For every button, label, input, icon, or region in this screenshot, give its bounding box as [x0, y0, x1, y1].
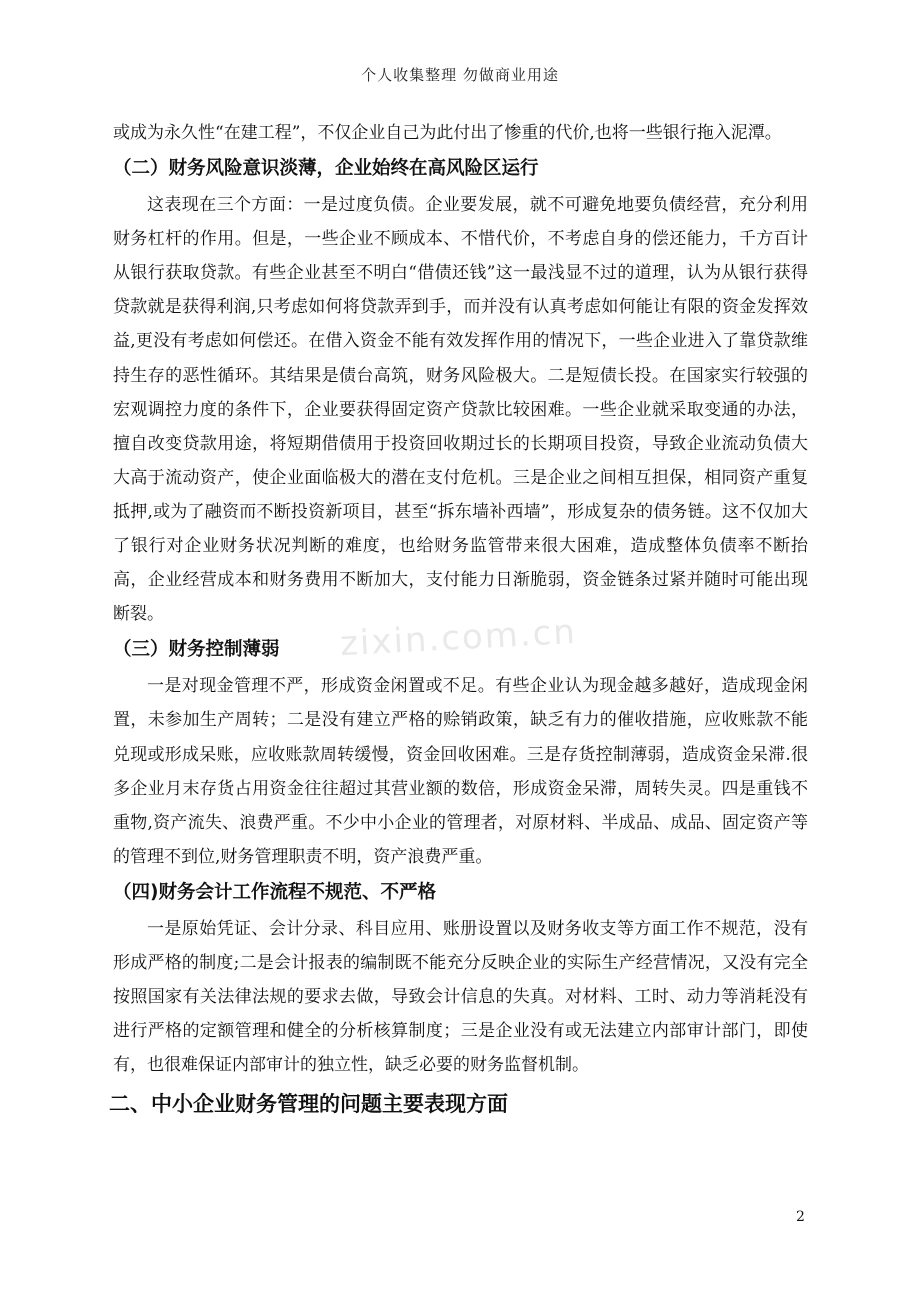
page-header: 个人收集整理 勿做商业用途: [361, 66, 559, 84]
paragraph-continued: 或成为永久性“在建工程”，不仅企业自己为此付出了惨重的代价,也将一些银行拖入泥潭。: [113, 123, 782, 143]
paragraph-risk: 这表现在三个方面：一是过度负债。企业要发展，就不可避免地要负债经营，充分利用财务杠杆的作用。但是，一些企业不顾成本、不惜代价，不考虑自身的偿还能力，千方百计从银行获取贷款。有些企业甚至不明白“借债还钱”这一最浅显不过的道理，认为从银行获得贷款就是获得利润,只考虑如何将贷款弄到手，而并没有认真考虑如何能让有限的资金发挥效益,更没有考虑如何偿还。在借入资金不能有效发挥作用的情况下，一些企业进入了靠贷款维持生存的恶性循环。其结果是债台高筑，财务风险极大。二是短债长投。在国家实行较强的宏观调控力度的条件下，企业要获得固定资产贷款比较困难。一些企业就采取变通的办法，擅自改变贷款用途，将短期借债用于投资回收期过长的长期项目投资，导致企业流动负债大大高于流动资产，使企业面临极大的潜在支付危机。三是企业之间相互担保，相同资产重复抵押,或为了融资而不断投资新项目，甚至“拆东墙补西墙”，形成复杂的债务链。这不仅加大了银行对企业财务状况判断的难度，也给财务监管带来很大困难，造成整体负债率不断抬高，企业经营成本和财务费用不断加大，支付能力日渐脆弱，资金链条过紧并随时可能出现断裂。: [113, 195, 808, 625]
subheading-3: （三）财务控制薄弱: [113, 639, 280, 661]
paragraph-control: 一是对现金管理不严，形成资金闲置或不足。有些企业认为现金越多越好，造成现金闲置，未参加生产周转；二是没有建立严格的赊销政策，缺乏有力的催收措施，应收账款不能兑现或形成呆账，应收账款周转缓慢，资金回收困难。三是存货控制薄弱，造成资金呆滞.很多企业月末存货占用资金往往超过其营业额的数倍，形成资金呆滞，周转失灵。四是重钱不重物,资产流失、浪费严重。不少中小企业的管理者，对原材料、半成品、成品、固定资产等的管理不到位,财务管理职责不明，资产浪费严重。: [113, 676, 808, 867]
subheading-4: （四)财务会计工作流程不规范、不严格: [113, 881, 436, 903]
paragraph-process: 一是原始凭证、会计分录、科目应用、账册设置以及财务收支等方面工作不规范，没有形成严格的制度;二是会计报表的编制既不能充分反映企业的实际生产经营情况，又没有完全按照国家有关法律法规的要求去做，导致会计信息的失真。对材料、工时、动力等消耗没有进行严格的定额管理和健全的分析核算制度；三是企业没有或无法建立内部审计部门，即使有，也很难保证内部审计的独立性，缺乏必要的财务监督机制。: [113, 918, 808, 1076]
page-number: 2: [796, 1209, 805, 1225]
document-body: [109, 116, 808, 1124]
subheading-2: （二）财务风险意识淡薄，企业始终在高风险区运行: [113, 158, 539, 180]
section-heading-2: 二、中小企业财务管理的问题主要表现方面: [109, 1092, 508, 1117]
watermark: zixin.com.cn: [339, 611, 578, 665]
